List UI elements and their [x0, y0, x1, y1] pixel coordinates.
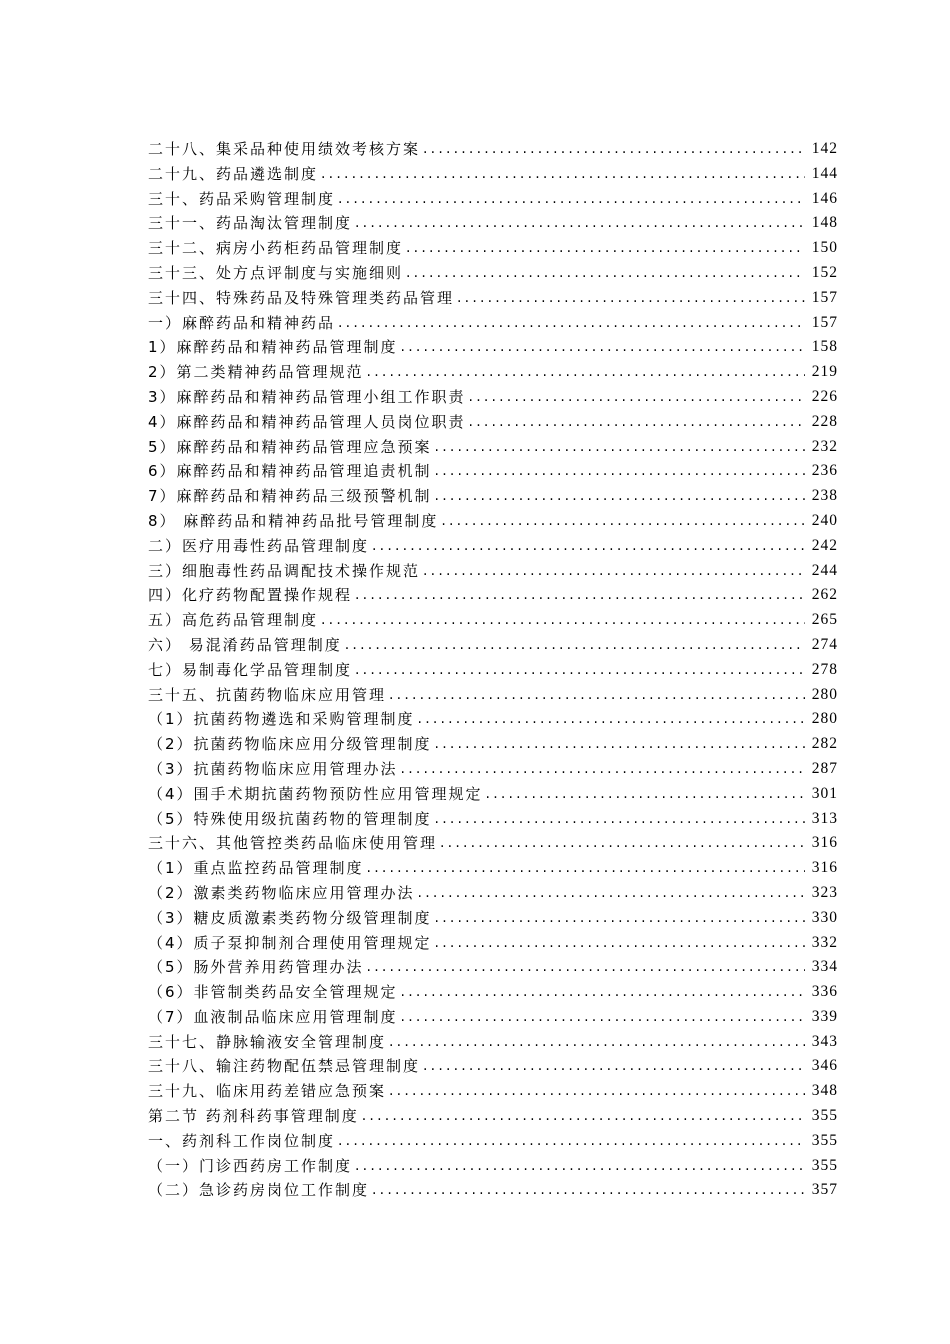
toc-dot-leader [321, 608, 805, 633]
toc-dot-leader [423, 137, 805, 162]
toc-dot-leader [401, 335, 805, 360]
toc-entry-title: 三十五、抗菌药物临床应用管理 [148, 685, 387, 704]
toc-entry[interactable] [148, 484, 838, 509]
toc-entry-title: （4）围手术期抗菌药物预防性应用管理规定 [148, 784, 483, 803]
toc-entry-title: 4）麻醉药品和精神药品管理人员岗位职责 [148, 412, 466, 431]
toc-dot-leader [423, 559, 805, 584]
toc-entry-title: （2）抗菌药物临床应用分级管理制度 [148, 735, 432, 754]
toc-entry[interactable] [148, 137, 838, 162]
toc-entry-title: 8） 麻醉药品和精神药品批号管理制度 [148, 511, 439, 530]
toc-dot-leader [389, 683, 805, 708]
toc-entry[interactable] [148, 1178, 838, 1203]
toc-entry-page-number: 148 [811, 214, 838, 232]
toc-entry-title: （5）肠外营养用药管理办法 [148, 958, 364, 977]
toc-dot-leader [321, 162, 805, 187]
toc-dot-leader [435, 459, 805, 484]
toc-entry-page-number: 339 [811, 1007, 838, 1025]
toc-entry-title: 四）化疗药物配置操作规程 [148, 586, 353, 605]
toc-dot-leader [345, 633, 805, 658]
toc-entry-title: （2）激素类药物临床应用管理办法 [148, 883, 415, 902]
toc-entry[interactable] [148, 1104, 838, 1129]
toc-entry[interactable] [148, 683, 838, 708]
toc-dot-leader [389, 1030, 805, 1055]
toc-entry-page-number: 144 [811, 164, 838, 182]
toc-entry[interactable] [148, 955, 838, 980]
toc-entry[interactable] [148, 608, 838, 633]
toc-entry[interactable] [148, 509, 838, 534]
toc-entry-page-number: 226 [811, 387, 838, 405]
toc-entry[interactable] [148, 211, 838, 236]
toc-entry-title: 6）麻醉药品和精神药品管理追责机制 [148, 462, 432, 481]
toc-entry-title: （二）急诊药房岗位工作制度 [148, 1181, 370, 1200]
toc-entry[interactable] [148, 633, 838, 658]
toc-dot-leader [389, 1079, 805, 1104]
toc-dot-leader [372, 534, 805, 559]
toc-entry-title: （5）特殊使用级抗菌药物的管理制度 [148, 809, 432, 828]
toc-entry[interactable] [148, 583, 838, 608]
toc-entry-page-number: 232 [811, 437, 838, 455]
toc-entry-page-number: 346 [811, 1057, 838, 1075]
toc-dot-leader [372, 1178, 805, 1203]
toc-entry-title: （4）质子泵抑制剂合理使用管理规定 [148, 933, 432, 952]
toc-entry-page-number: 265 [811, 611, 838, 629]
toc-entry-title: 二）医疗用毒性药品管理制度 [148, 536, 370, 555]
toc-entry-title: 第二节 药剂科药事管理制度 [148, 1107, 359, 1126]
toc-dot-leader [401, 1005, 805, 1030]
toc-entry-page-number: 278 [811, 660, 838, 678]
toc-entry[interactable] [148, 807, 838, 832]
toc-entry-title: 三十、药品采购管理制度 [148, 189, 336, 208]
toc-entry[interactable] [148, 732, 838, 757]
toc-dot-leader [338, 1129, 805, 1154]
toc-dot-leader [435, 931, 805, 956]
toc-dot-leader [469, 385, 805, 410]
toc-entry-page-number: 280 [811, 685, 838, 703]
toc-entry-page-number: 287 [811, 759, 838, 777]
toc-entry-title: 2）第二类精神药品管理规范 [148, 363, 364, 382]
toc-dot-leader [441, 509, 805, 534]
toc-dot-leader [362, 1104, 805, 1129]
toc-entry-title: 三）细胞毒性药品调配技术操作规范 [148, 561, 421, 580]
toc-entry-page-number: 274 [811, 635, 838, 653]
toc-entry[interactable] [148, 707, 838, 732]
toc-entry-title: 一）麻醉药品和精神药品 [148, 313, 336, 332]
toc-entry[interactable] [148, 1005, 838, 1030]
toc-entry-title: 三十七、静脉输液安全管理制度 [148, 1032, 387, 1051]
toc-entry-page-number: 238 [811, 487, 838, 505]
toc-dot-leader [435, 732, 805, 757]
toc-entry[interactable] [148, 906, 838, 931]
toc-entry-page-number: 228 [811, 412, 838, 430]
toc-entry[interactable] [148, 1129, 838, 1154]
toc-entry[interactable] [148, 335, 838, 360]
toc-entry[interactable] [148, 360, 838, 385]
toc-entry-page-number: 280 [811, 710, 838, 728]
toc-entry-page-number: 301 [811, 784, 838, 802]
toc-entry[interactable] [148, 931, 838, 956]
toc-entry-page-number: 244 [811, 561, 838, 579]
toc-entry[interactable] [148, 236, 838, 261]
toc-entry-title: （7）血液制品临床应用管理制度 [148, 1007, 398, 1026]
toc-entry[interactable] [148, 559, 838, 584]
toc-entry-page-number: 330 [811, 908, 838, 926]
toc-entry-page-number: 152 [811, 263, 838, 281]
toc-dot-leader [355, 583, 805, 608]
toc-entry[interactable] [148, 658, 838, 683]
toc-entry-page-number: 343 [811, 1032, 838, 1050]
toc-entry[interactable] [148, 1054, 838, 1079]
toc-dot-leader [435, 435, 805, 460]
toc-dot-leader [355, 1154, 805, 1179]
toc-dot-leader [418, 707, 805, 732]
toc-dot-leader [367, 955, 805, 980]
toc-entry-page-number: 316 [811, 859, 838, 877]
toc-entry-title: 三十六、其他管控类药品临床使用管理 [148, 834, 438, 853]
toc-entry-title: 三十三、处方点评制度与实施细则 [148, 263, 404, 282]
toc-entry-title: 六） 易混淆药品管理制度 [148, 635, 342, 654]
toc-dot-leader [418, 881, 805, 906]
toc-dot-leader [486, 782, 805, 807]
toc-entry-title: 三十八、输注药物配伍禁忌管理制度 [148, 1057, 421, 1076]
toc-dot-leader [367, 856, 805, 881]
toc-dot-leader [423, 1054, 805, 1079]
toc-entry[interactable] [148, 881, 838, 906]
toc-entry-page-number: 355 [811, 1131, 838, 1149]
toc-entry-page-number: 348 [811, 1082, 838, 1100]
toc-entry[interactable] [148, 187, 838, 212]
toc-entry-title: 5）麻醉药品和精神药品管理应急预案 [148, 437, 432, 456]
toc-entry-title: （一）门诊西药房工作制度 [148, 1156, 353, 1175]
toc-entry[interactable] [148, 435, 838, 460]
toc-dot-leader [457, 286, 805, 311]
toc-entry-title: 五）高危药品管理制度 [148, 611, 319, 630]
toc-entry-page-number: 323 [811, 883, 838, 901]
toc-dot-leader [435, 484, 805, 509]
toc-entry[interactable] [148, 831, 838, 856]
toc-entry-page-number: 262 [811, 586, 838, 604]
toc-entry[interactable] [148, 410, 838, 435]
toc-dot-leader [338, 311, 805, 336]
toc-entry-title: 三十一、药品淘汰管理制度 [148, 214, 353, 233]
toc-entry-title: （3）抗菌药物临床应用管理办法 [148, 759, 398, 778]
toc-entry-page-number: 336 [811, 983, 838, 1001]
toc-entry-title: 三十二、病房小药柜药品管理制度 [148, 239, 404, 258]
toc-entry[interactable] [148, 261, 838, 286]
toc-entry[interactable] [148, 385, 838, 410]
toc-entry[interactable] [148, 980, 838, 1005]
toc-dot-leader [406, 261, 805, 286]
toc-entry-page-number: 142 [811, 140, 838, 157]
toc-dot-leader [367, 360, 805, 385]
toc-dot-leader [440, 831, 805, 856]
toc-entry-title: 7）麻醉药品和精神药品三级预警机制 [148, 487, 432, 506]
toc-entry-page-number: 219 [811, 363, 838, 381]
toc-entry-title: 二十九、药品遴选制度 [148, 164, 319, 183]
toc-entry-page-number: 236 [811, 462, 838, 480]
toc-entry-title: （1）抗菌药物遴选和采购管理制度 [148, 710, 415, 729]
toc-entry-title: 三十四、特殊药品及特殊管理类药品管理 [148, 288, 455, 307]
toc-entry-title: 1）麻醉药品和精神药品管理制度 [148, 338, 398, 357]
toc-dot-leader [355, 658, 805, 683]
toc-dot-leader [401, 757, 805, 782]
toc-entry[interactable] [148, 1079, 838, 1104]
toc-dot-leader [435, 807, 805, 832]
toc-entry-page-number: 146 [811, 189, 838, 207]
toc-entry-page-number: 316 [811, 834, 838, 852]
toc-entry-page-number: 150 [811, 239, 838, 257]
toc-entry-page-number: 313 [811, 809, 838, 827]
table-of-contents [148, 137, 838, 1203]
toc-entry-page-number: 158 [811, 338, 838, 356]
toc-dot-leader [406, 236, 805, 261]
toc-dot-leader [338, 187, 805, 212]
toc-entry-title: （1）重点监控药品管理制度 [148, 859, 364, 878]
toc-entry-page-number: 332 [811, 933, 838, 951]
toc-entry-title: （3）糖皮质激素类药物分级管理制度 [148, 908, 432, 927]
toc-entry[interactable] [148, 534, 838, 559]
toc-entry-page-number: 240 [811, 511, 838, 529]
toc-entry[interactable] [148, 286, 838, 311]
toc-entry-page-number: 282 [811, 735, 838, 753]
toc-dot-leader [355, 211, 805, 236]
toc-entry-page-number: 355 [811, 1156, 838, 1174]
toc-entry-page-number: 157 [811, 288, 838, 306]
toc-entry[interactable] [148, 856, 838, 881]
toc-entry[interactable] [148, 1030, 838, 1055]
toc-entry[interactable] [148, 162, 838, 187]
toc-entry-title: 一、药剂科工作岗位制度 [148, 1131, 336, 1150]
toc-entry[interactable] [148, 757, 838, 782]
toc-entry[interactable] [148, 1154, 838, 1179]
toc-entry-page-number: 157 [811, 313, 838, 331]
toc-dot-leader [469, 410, 805, 435]
toc-entry-page-number: 357 [811, 1181, 838, 1199]
toc-entry-title: （6）非管制类药品安全管理规定 [148, 983, 398, 1002]
toc-dot-leader [401, 980, 805, 1005]
toc-entry-page-number: 355 [811, 1107, 838, 1125]
toc-entry-title: 三十九、临床用药差错应急预案 [148, 1082, 387, 1101]
toc-entry[interactable] [148, 311, 838, 336]
toc-entry[interactable] [148, 782, 838, 807]
toc-entry-title: 二十八、集采品种使用绩效考核方案 [148, 140, 421, 158]
toc-entry-title: 3）麻醉药品和精神药品管理小组工作职责 [148, 387, 466, 406]
toc-dot-leader [435, 906, 805, 931]
toc-entry-title: 七）易制毒化学品管理制度 [148, 660, 353, 679]
toc-entry-page-number: 242 [811, 536, 838, 554]
toc-entry[interactable] [148, 459, 838, 484]
toc-entry-page-number: 334 [811, 958, 838, 976]
